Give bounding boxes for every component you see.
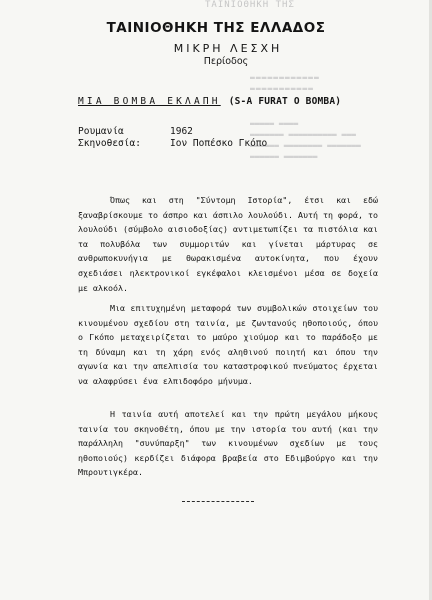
country-year-line (78, 126, 193, 137)
director-name: Ιον Ποπέσκο Γκόπο (170, 138, 268, 149)
director-line (78, 138, 267, 149)
film-title (78, 96, 341, 107)
organization-heading: ΤΑΙΝΙΟΘΗΚΗ ΤΗΣ ΕΛΛΑΔΟΣ (106, 20, 326, 36)
paragraph-text: Όπως και στη "Σύντομη Ιστορία", έτσι και εδώ ξαναβρίσκουμε το άσπρο και άσπιλο λουλούδι. Αυτή τη φορά, το λουλούδι (σύμβολο αισιοδοξίας) αντιμετωπίζει τα πιστόλια και τα πολυβόλα των συμμοριτών και γίνεται μάρτυρας σε ανθρωποκυνήγια με θωρακισμένα αυτοκίνητα, που έχουν σχεδιάσει ηλεκτρονικοί εγκέφαλοι κλεισμένοι μέσα σε δοχεία με αλκοόλ. (78, 195, 378, 293)
paragraph-1 (78, 193, 378, 295)
year: 1962 (170, 126, 193, 137)
film-title-greek: ΜΙΑ ΒΟΜΒΑ ΕΚΛΑΠΗ (78, 96, 221, 107)
paragraph-text: Η ταινία αυτή αποτελεί και την πρώτη μεγάλου μήκους ταινία του σκηνοθέτη, όπου με την ιστορία του αυτή (και την παράλληλη "συνύπαρξη" των κινουμένων σχεδίων με τους ηθοποιούς) κερδίζει διάφορα βραβεία στο Εδιμβούργο και την Μπρουτιγκέρα. (78, 409, 378, 478)
director-label: Σκηνοθεσία: (78, 138, 141, 149)
subtitle-heading: ΜΙΚΡΗ ΛΕΣΧΗ (173, 42, 283, 55)
country: Ρουμανία (78, 126, 124, 137)
film-title-original: (S-A FURAT O BOMBA) (228, 96, 342, 107)
end-divider (182, 501, 254, 502)
paragraph-2 (78, 301, 378, 389)
period-label: Περίοδος (203, 56, 249, 67)
show-through-block: ▬▬▬▬▬▬▬▬▬▬▬▬ ▬▬▬▬▬▬▬▬▬▬▬ (250, 73, 320, 93)
paragraph-3 (78, 407, 378, 480)
show-through-block: ▬▬▬▬▬ ▬▬▬▬ ▬▬▬▬▬▬▬ ▬▬▬▬▬▬▬▬▬▬ ▬▬▬ ▬▬▬▬▬▬ ▬▬▬▬▬▬▬▬ ▬▬▬▬▬▬▬ ▬▬▬▬▬▬ ▬▬▬▬▬▬▬ (250, 119, 361, 161)
show-through-text: ΤΑΙΝΙΟΘΗΚΗ ΤΗΣ (205, 0, 295, 10)
paragraph-text: Μια επιτυχημένη μεταφορά των συμβολικών στοιχείων του κινουμένου σχεδίου στη ταινία, με ζωντανούς ηθοποιούς, όπου ο Γκόπο μεταχειρίζεται το μαύρο χιούμορ και το παράδοξο με τη δύναμη και τη χάρη ενός αληθινού ποιητή και όπου την αγωνία και την απελπισία του καταστροφικού πνεύματος έρχεται να αλαφρύσει ένα ελπιδοφόρο μήνυμα. (78, 303, 378, 386)
